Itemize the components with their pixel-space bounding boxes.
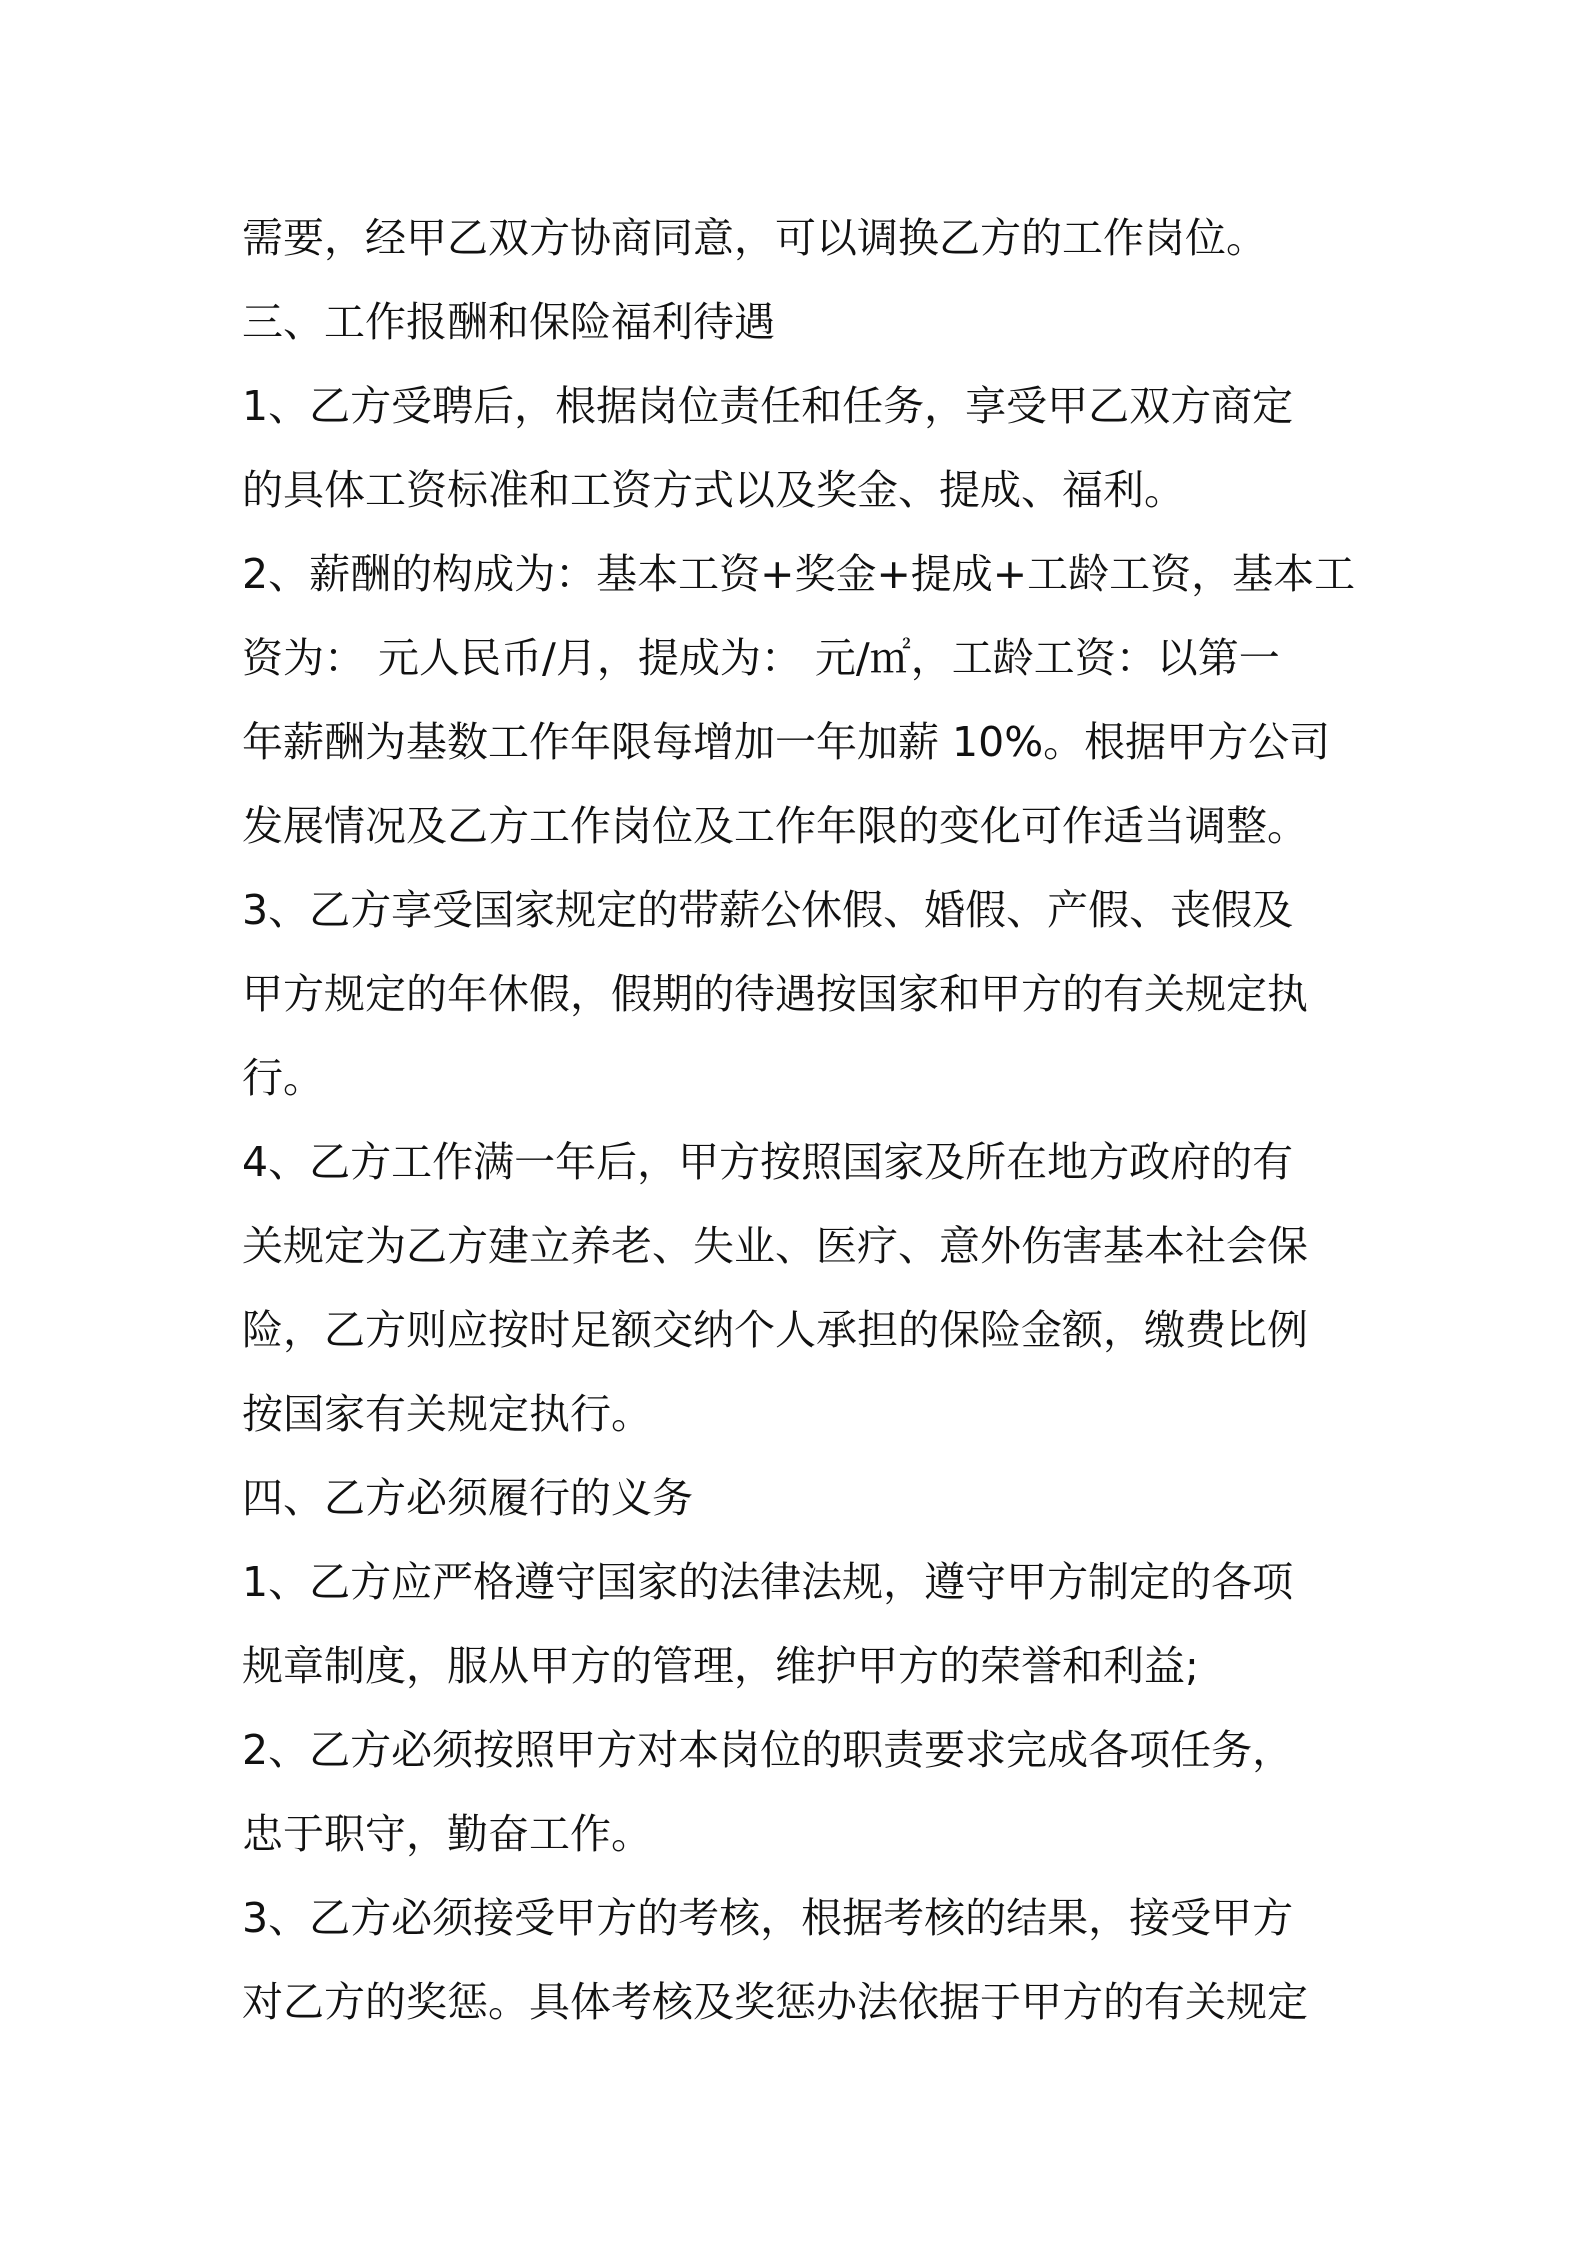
- text-line: 对乙方的奖惩。具体考核及奖惩办法依据于甲方的有关规定: [242, 1978, 1308, 2026]
- paragraph-p7: [242, 1456, 1357, 1540]
- text-line: 发展情况及乙方工作岗位及工作年限的变化可作适当调整。: [242, 802, 1308, 850]
- paragraph-p3: [242, 364, 1357, 532]
- text-line: 规章制度，服从甲方的管理，维护甲方的荣誉和利益;: [242, 1642, 1199, 1690]
- text-line: 四、乙方必须履行的义务: [242, 1474, 693, 1522]
- text-line: 年薪酬为基数工作年限每增加一年加薪 10%。根据甲方公司: [242, 718, 1331, 766]
- document-body: [242, 196, 1357, 2044]
- text-line: 的具体工资标准和工资方式以及奖金、提成、福利。: [242, 466, 1185, 514]
- text-line: 3、乙方必须接受甲方的考核，根据考核的结果，接受甲方: [242, 1894, 1294, 1942]
- text-line: 关规定为乙方建立养老、失业、医疗、意外伤害基本社会保: [242, 1222, 1308, 1270]
- paragraph-p10: [242, 1876, 1357, 2044]
- text-line: 4、乙方工作满一年后，甲方按照国家及所在地方政府的有: [242, 1138, 1294, 1186]
- text-line: 忠于职守，勤奋工作。: [242, 1810, 652, 1858]
- text-line: 三、工作报酬和保险福利待遇: [242, 298, 775, 346]
- paragraph-p8: [242, 1540, 1357, 1708]
- text-line: 2、乙方必须按照甲方对本岗位的职责要求完成各项任务，: [242, 1726, 1294, 1774]
- paragraph-p4: [242, 532, 1357, 868]
- paragraph-p9: [242, 1708, 1357, 1876]
- text-line: 1、乙方受聘后，根据岗位责任和任务，享受甲乙双方商定: [242, 382, 1294, 430]
- text-line: 甲方规定的年休假，假期的待遇按国家和甲方的有关规定执: [242, 970, 1308, 1018]
- text-line: 1、乙方应严格遵守国家的法律法规，遵守甲方制定的各项: [242, 1558, 1294, 1606]
- paragraph-p2: [242, 280, 1357, 364]
- paragraph-p6: [242, 1120, 1357, 1456]
- text-line: 行。: [242, 1054, 324, 1102]
- text-line: 险，乙方则应按时足额交纳个人承担的保险金额，缴费比例: [242, 1306, 1308, 1354]
- text-line: 资为： 元人民币/月，提成为： 元/㎡，工龄工资：以第一: [242, 634, 1280, 682]
- text-line: 按国家有关规定执行。: [242, 1390, 652, 1438]
- text-line: 3、乙方享受国家规定的带薪公休假、婚假、产假、丧假及: [242, 886, 1294, 934]
- paragraph-p1: [242, 196, 1357, 280]
- text-line: 需要，经甲乙双方协商同意，可以调换乙方的工作岗位。: [242, 214, 1267, 262]
- text-line: 2、薪酬的构成为：基本工资+奖金+提成+工龄工资，基本工: [242, 550, 1356, 598]
- paragraph-p5: [242, 868, 1357, 1120]
